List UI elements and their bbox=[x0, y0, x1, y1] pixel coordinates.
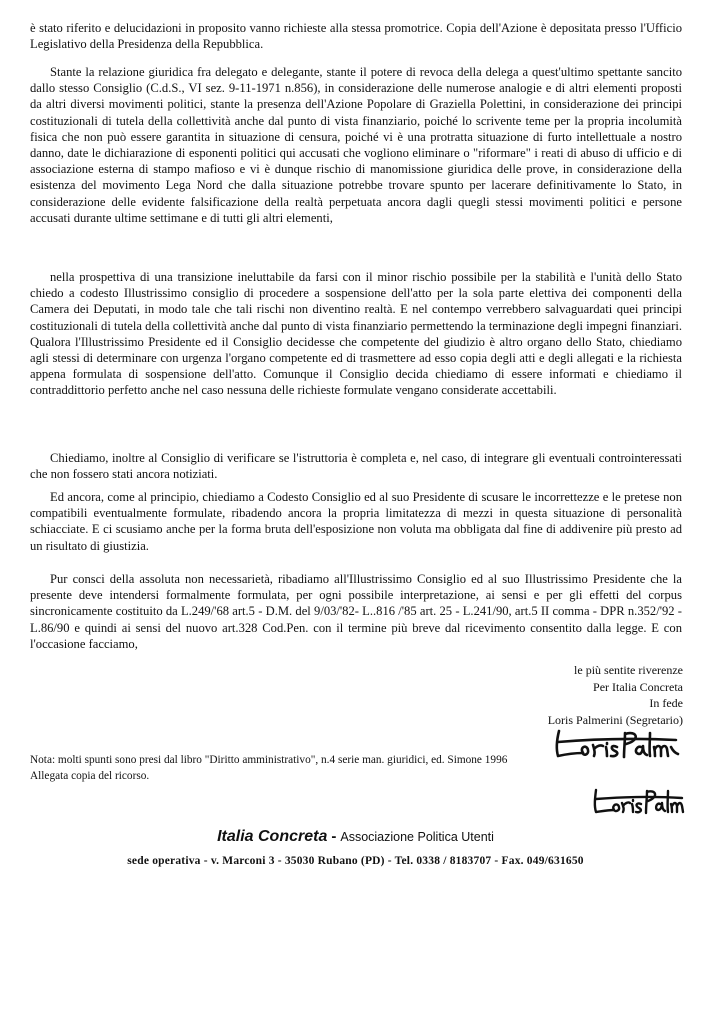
paragraph-text: Chiediamo, inoltre al Consiglio di verificare se l'istruttoria è completa e, nel caso, di integrare gli eventuali controinteressati che non fossero stati ancora notiziati. bbox=[30, 451, 682, 482]
footnote bbox=[30, 753, 507, 784]
handwritten-signature bbox=[553, 727, 681, 761]
closing-in-fede: In fede bbox=[649, 696, 683, 710]
closing-salutation: le più sentite riverenze bbox=[574, 663, 683, 677]
organization-subtitle: Associazione Politica Utenti bbox=[340, 830, 494, 844]
body-paragraph-request bbox=[30, 269, 682, 399]
paragraph-text: Pur consci della assoluta non necessarietà, ribadiamo all'Illustrissimo Consiglio ed al suo Illustrissimo Presidente che la presente deve intendersi formalmente formulata, per ogni possibile interpretazione, ai sensi e per gli effetti del corpus sincronicamente costituito da L.249/'68 art.5 - D.M. del 9/03/'82- L..816 /'85 art. 25 - L.241/90, art.5 II comma - DPR n.352/'92 - L.86/90 e quindi ai sensi del nuovo art.328 Cod.Pen. con il termine più breve dal ricevimento consentito dalla legge. E con l'occasione facciamo, bbox=[30, 572, 682, 651]
paragraph-text: Stante la relazione giuridica fra delegato e delegante, stante il potere di revoca della delega a quest'ultimo spettante sancito dallo stesso Consiglio (C.d.S., VI sez. 9-11-1971 n.856), in considerazione delle numerose analogie e di altri elementi proposti da altri diversi movimenti politici, stante la presenza dell'Azione Popolare di Graziella Polettini, in considerazione dei principi costituzionali di tutela della collettività anche dal punto di vista finanziario, poiché lo scrivente teme per la propria incolumità fisica che non può essere garantita in situazione di censura, poiché vi è una protratta situazione di furto intellettuale a nostro danno, date le dichiarazione di esponenti politici qui accusati che vogliono eliminare o "riformare" i reati di abuso di ufficio e di associazione esterna di stampo mafioso e vi è dunque rischio di manomissione giuridica delle prove, in considerazione della esistenza del movimento Lega Nord che dalla situazione potrebbe trovare spunto per lacerare definitivamente lo Stato, in considerazione delle evidente falsificazione della realtà perpetuata ancora dagli quegli stessi movimenti politici e persone accusati durante ultime settimane e di tutti gli altri elementi, bbox=[30, 65, 682, 225]
body-paragraph-continuation bbox=[30, 20, 682, 52]
footer-organization bbox=[0, 828, 711, 846]
footnote-line: Nota: molti spunti sono presi dal libro "Diritto amministrativo", n.4 serie man. giuridici, ed. Simone 1996 bbox=[30, 754, 508, 766]
body-paragraph-apology bbox=[30, 489, 682, 554]
closing-organization: Per Italia Concreta bbox=[593, 679, 683, 694]
footer-separator: - bbox=[331, 828, 337, 845]
footnote-attachment: Allegata copia del ricorso. bbox=[30, 769, 150, 782]
closing-signer: Loris Palmerini (Segretario) bbox=[547, 712, 683, 727]
body-paragraph-verification bbox=[30, 450, 682, 482]
handwritten-signature-secondary bbox=[592, 787, 686, 817]
paragraph-text: nella prospettiva di una transizione ineluttabile da farsi con il minor rischio possibile per la stabilità e l'unità dello Stato chiedo a codesto Illustrissimo consiglio di procedere a sospensione dell'atto per la sola parte elettiva dei componenti della Camera dei Deputati, in modo tale che tali rischi non diventino realtà. E nel contempo verrebbero salvaguardati quei principi costituzionali di tutela della collettività anche dal punto di vista finanziario permettendo la terminazione degli impegni finanziari. Qualora l'Illustrissimo Presidente ed il Consiglio decidesse che competente del giudizio è altro organo dello Stato, chiediamo agli stessi di determinare con urgenza l'organo competente ed di trasmettere ad esso copia degli atti e degli allegati e la richiesta appena formulata di sospensione dell'atto. Comunque il Consiglio decida chiediamo di essere informati e chiediamo il contraddittorio perfetto anche nel caso nessuna delle richieste formulate vengano considerate accettabili. bbox=[30, 270, 682, 398]
paragraph-text: è stato riferito e delucidazioni in proposito vanno richieste alla stessa promotrice. Copia dell'Azione è depositata presso l'Ufficio Legislativo della Presidenza della Repubblica. bbox=[30, 21, 682, 52]
paragraph-text: Ed ancora, come al principio, chiediamo a Codesto Consiglio ed al suo Presidente di scusare le incorrettezze e le pretese non compatibili eventualmente formulate, ribadendo ancora la propria limitatezza di mezzi in questa situazione di personalità schiacciate. E ci scusiamo anche per la forma bruta dell'esposizione non voluta ma obbligata dal fine di addivenire più presto ad un risultato di giustizia. bbox=[30, 490, 682, 553]
footer-address: sede operativa - v. Marconi 3 - 35030 Rubano (PD) - Tel. 0338 / 8183707 - Fax. 049/631650 bbox=[127, 855, 584, 867]
body-paragraph-considerations bbox=[30, 64, 682, 226]
closing-block bbox=[548, 662, 683, 728]
body-paragraph-legal-basis bbox=[30, 571, 682, 652]
organization-name: Italia Concreta bbox=[217, 828, 328, 845]
